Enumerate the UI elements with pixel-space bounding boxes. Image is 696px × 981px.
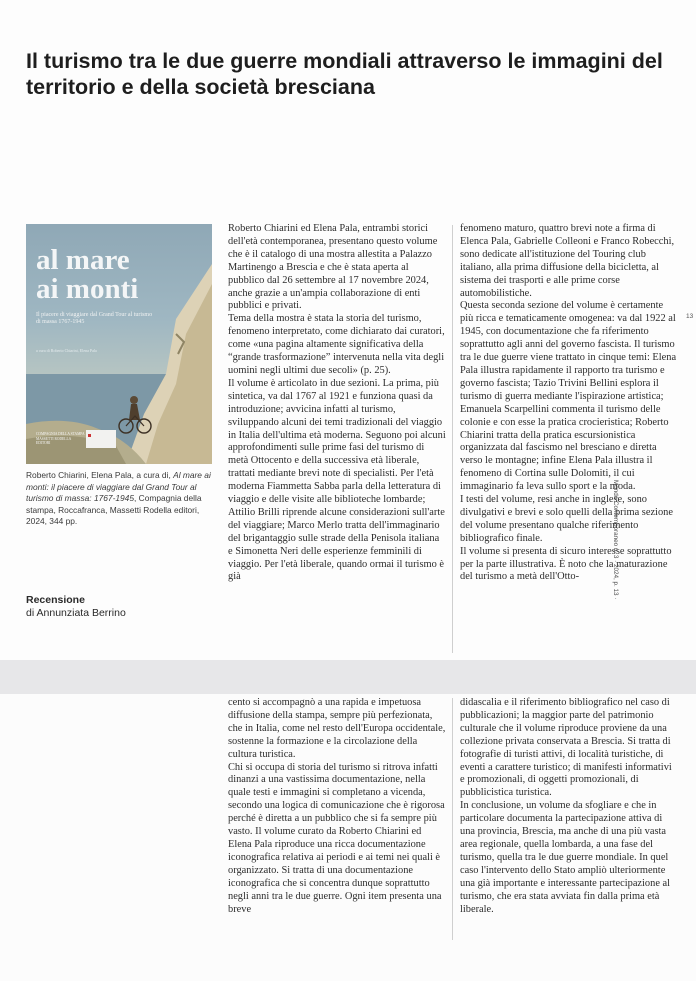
paragraph: Questa seconda sezione del volume è certamente più ricca e tematicamente omogenea: va dal 1922 al 1945, con documentazione che fa riferimento soprattutto agli anni del governo fascista. Il turismo tra le due guerre viene trattato in cinque temi: Elena Pala illustra rapidamente il rapporto tra turismo e governo fascista; Tazio Trivini Bellini esplora il turismo di guerra mediante l'ispirazione artistica; Emanuela Scarpellini commenta il turismo delle colonie e con esse la pratica crocieristica; Roberto Chiarini tratta della pratica escursionistica organizzata dal fascismo nel bresciano e diretta verso le montagne; infine Elena Pala illustra il fenomeno di Cortina sulle Dolomiti, il cui immaginario fa leva sullo sport e la moda. [460, 300, 677, 493]
paragraph: I testi del volume, resi anche in inglese, sono divulgativi e brevi e solo quelli della prima sezione del volume presentano qualche riferimento bibliografico finale. [460, 494, 673, 544]
review-heading: Recensione [26, 594, 85, 606]
page-gap [0, 660, 696, 694]
review-byline [26, 594, 222, 619]
paragraph: In conclusione, un volume da sfogliare e che in particolare documenta la partecipazione attiva di una provincia, Brescia, ma anche di una più vasta area regionale, quella lombarda, a una fase del turismo, quella tra le due guerre mondiale. In quel caso l'intervento dello Stato ampliò ulteriormente una già importante e interessante partecipazione al turismo, che era stata avviata fin dalla prima età liberale. [460, 800, 671, 915]
article-title: Il turismo tra le due guerre mondiali attraverso le immagini del territorio e della società bresciana [26, 49, 663, 99]
book-cover-image [26, 224, 212, 464]
paragraph: cento si accompagnò a una rapida e impetuosa diffusione della stampa, sempre più perfezionata, che in Italia, come nel resto dell'Europa occidentale, sostenne la formazione e la circolazione della cultura turistica. [228, 697, 446, 760]
text-column-4 [460, 697, 678, 942]
cover-title: al mare ai monti [36, 244, 139, 305]
caption-authors: Roberto Chiarini, Elena Pala, a cura di, [26, 470, 171, 480]
book-caption [26, 470, 222, 528]
text-column-3 [228, 697, 446, 942]
paragraph: fenomeno maturo, quattro brevi note a firma di Elenca Pala, Gabrielle Colleoni e Franco Robecchi, sono dedicate all'istituzione del Touring club italiano, alla prima diffusione della bicicletta, al sistema dei trasporti e alle prime corse automobilistiche. [460, 223, 675, 299]
paragraph: Il volume è articolato in due sezioni. La prima, più sintetica, va dal 1767 al 1921 e funziona quasi da introduzione; avvicina infatti al turismo, sviluppando alcuni dei temi tradizionali del viaggio in Italia dell'ultima età moderna. Seguono poi alcuni approfondimenti sulle prime fasi del turismo di metà Ottocento e della successiva età liberale, trattati mediante brevi note di specialisti. Per l'età moderna Fiammetta Sabba parla della letteratura di viaggio e delle visite alle biblioteche lombarde; Attilio Brilli riprende alcune considerazioni sull'arte del viaggiare; Marco Merlo tratta dell'immaginario del brigantaggio sulle strade della Penisola italiana e Simonetta Neri delle esperienze femminili di viaggio. Per l'età liberale, quando ormai il turismo è già [228, 377, 446, 583]
paragraph: Tema della mostra è stata la storia del turismo, fenomeno interpretato, come dichiarato dai curatori, come «una pagina altamente significativa della “grande trasformazione” intervenuta nella vita degli uomini negli ultimi due secoli» (p. 25). [228, 313, 445, 376]
caption-publication: , Compagnia della stampa, Roccafranca, Massetti Rodella editori, 2024, 344 pp. [26, 493, 202, 526]
paragraph: Chi si occupa di storia del turismo si ritrova infatti dinanzi a una vastissima documentazione, nella quale testi e immagini si completano a vicenda, secondo una logica di comunicazione che è rigorosa perché è diretta a un pubblico che si fa sempre più vasto. Il volume curato da Roberto Chiarini ed Elena Pala riproduce una ricca documentazione iconografica relativa ai periodi e ai temi nei quali è organizzato. Si tratta di una documentazione iconografica che si concentra dunque soprattutto negli anni tra le due guerre. Ogni item presenta una breve [228, 761, 445, 915]
column-divider [452, 698, 453, 940]
page-number: 13 [686, 313, 694, 320]
review-author: di Annunziata Berrino [26, 606, 126, 619]
paragraph: Il volume si presenta di sicuro interesse soprattutto per la parte illustrativa. È noto che la maturazione del turismo a metà dell'Otto- [460, 545, 672, 583]
paragraph: didascalia e il riferimento bibliografico nel caso di pubblicazioni; la maggior parte del patrimonio culturale che il volume riproduce proviene da una collezione privata conservata a Brescia. Si tratta di fotografie di turisti attivi, di località turistiche, di eventi a carattere turistico; di manifesti informativi e promozionali, di oggetti promozionali, di pubblicistica turistica. [460, 697, 672, 799]
paragraph: Roberto Chiarini ed Elena Pala, entrambi storici dell'età contemporanea, presentano questo volume che è il catalogo di una mostra allestita a Palazzo Martinengo a Brescia e che è stata aperta al pubblico dal 26 settembre al 17 novembre 2024, anche grazie a un'ampia collaborazione di enti pubblici e privati. [228, 223, 438, 312]
cover-editors: a cura di Roberto Chiarini, Elena Pala [36, 348, 97, 353]
column-divider [452, 225, 453, 653]
margin-running-text: Mondo Contemporaneo n. 3 · 2024, p. 13 · [612, 480, 619, 600]
text-column-2 [460, 223, 678, 654]
cover-subtitle: Il piacere di viaggiare dal Grand Tour al turismo di massa 1767-1945 [36, 312, 153, 325]
caption-book-title: Al mare ai monti: il piacere di viaggiare dal Grand Tour al turismo di massa: 1767-1945 [26, 470, 211, 503]
text-column-1 [228, 223, 446, 654]
cover-publisher-logo-text: COMPAGNIA DELLA STAMPA MASSETTI RODELLA EDITORI [36, 432, 85, 445]
